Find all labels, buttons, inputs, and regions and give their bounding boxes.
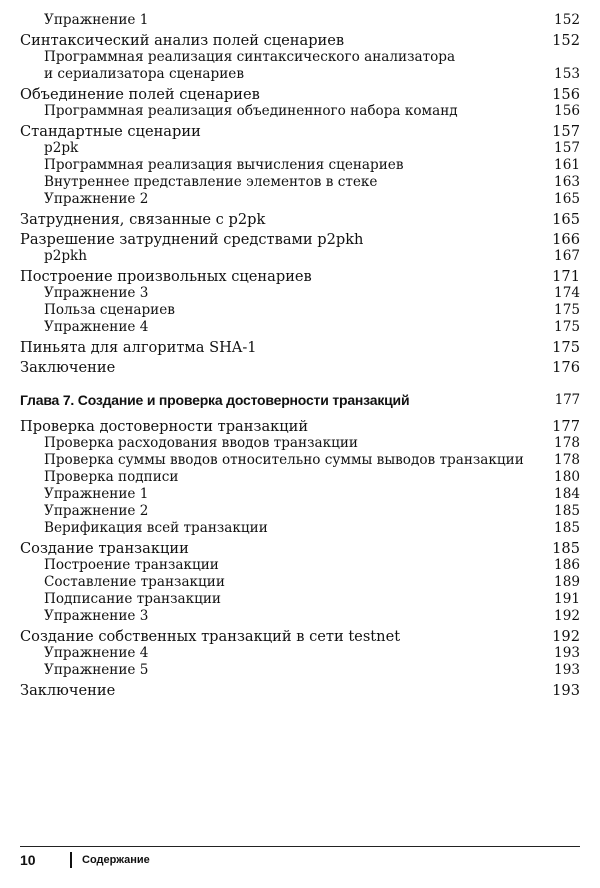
- toc-entry-page: 175: [554, 319, 580, 335]
- toc-entry-page: 165: [554, 191, 580, 207]
- toc-entry-page: 175: [552, 339, 580, 356]
- toc-section-chapter6: [20, 12, 580, 376]
- toc-entry-title: Разрешение затруднений средствами p2pkh: [20, 231, 364, 248]
- toc-entry-page: 180: [554, 469, 580, 485]
- toc-entry: [20, 123, 580, 140]
- toc-entry: [20, 418, 580, 435]
- toc-entry: [20, 662, 580, 679]
- toc-entry-page: 191: [554, 591, 580, 607]
- toc-entry: [20, 503, 580, 520]
- toc-entry-page: 186: [554, 557, 580, 573]
- toc-entry-title: Пиньята для алгоритма SHA-1: [20, 339, 257, 356]
- toc-entry-title: Упражнение 3: [44, 608, 149, 624]
- toc-entry-title: Упражнение 4: [44, 319, 149, 335]
- footer-section-label: Содержание: [82, 854, 150, 866]
- toc-entry-title: Упражнение 1: [44, 486, 149, 502]
- toc-entry-page: 166: [552, 231, 580, 248]
- footer-separator: [70, 852, 72, 868]
- toc-entry-page: 184: [554, 486, 580, 502]
- toc-entry-title: и сериализатора сценариев: [44, 66, 244, 82]
- toc-entry: [20, 628, 580, 645]
- toc-entry-title: Программная реализация синтаксического анализатора: [44, 49, 456, 65]
- toc-entry: [20, 645, 580, 662]
- toc-entry-page: 163: [554, 174, 580, 190]
- toc-entry: [20, 191, 580, 208]
- footer-divider: [20, 846, 580, 847]
- toc-entry-page: 156: [552, 86, 580, 103]
- toc-entry-title: Подписание транзакции: [44, 591, 221, 607]
- toc-entry: [20, 435, 580, 452]
- toc-entry: [20, 574, 580, 591]
- toc-entry: [20, 285, 580, 302]
- toc-entry: [20, 359, 580, 376]
- toc-entry: [20, 540, 580, 557]
- toc-entry-page: 153: [554, 66, 580, 82]
- toc-entry-page: 189: [554, 574, 580, 590]
- chapter-title: Глава 7. Создание и проверка достоверности транзакций: [20, 392, 410, 408]
- toc-entry-page: 165: [552, 211, 580, 228]
- toc-entry: [20, 174, 580, 191]
- toc-entry: [20, 248, 580, 265]
- toc-entry: [20, 591, 580, 608]
- toc-entry-title: Стандартные сценарии: [20, 123, 201, 140]
- toc-entry-page: 185: [552, 540, 580, 557]
- toc-entry-page: 193: [554, 662, 580, 678]
- toc-entry: [20, 86, 580, 103]
- toc-entry: [20, 557, 580, 574]
- toc-entry-title: Заключение: [20, 359, 116, 376]
- toc-entry: [20, 103, 580, 120]
- toc-entry-title: Программная реализация вычисления сценариев: [44, 157, 404, 173]
- toc-entry-title: Верификация всей транзакции: [44, 520, 268, 536]
- chapter-page: 177: [554, 392, 580, 408]
- toc-entry-page: 185: [554, 520, 580, 536]
- toc-entry-page: 157: [552, 123, 580, 140]
- toc-entry: [20, 157, 580, 174]
- toc-entry-page: 174: [554, 285, 580, 301]
- toc-entry-page: 161: [554, 157, 580, 173]
- toc-section-chapter7: [20, 418, 580, 699]
- toc-entry: [20, 486, 580, 503]
- toc-entry: [20, 302, 580, 319]
- page-footer: [20, 852, 150, 868]
- toc-entry-page: 192: [554, 608, 580, 624]
- toc-entry-title: Построение транзакции: [44, 557, 219, 573]
- toc-entry-page: 178: [554, 435, 580, 451]
- toc-entry-page: 185: [554, 503, 580, 519]
- toc-entry-title: Проверка достоверности транзакций: [20, 418, 309, 435]
- toc-entry-title: Упражнение 2: [44, 191, 149, 207]
- table-of-contents: [20, 12, 580, 699]
- toc-entry: [20, 452, 580, 469]
- toc-entry-title: Упражнение 1: [44, 12, 149, 28]
- toc-entry: [20, 469, 580, 486]
- toc-entry-title: Внутреннее представление элементов в стеке: [44, 174, 378, 190]
- footer-page-number: 10: [20, 852, 36, 868]
- toc-entry-title: Проверка суммы вводов относительно суммы выводов транзакции: [44, 452, 524, 468]
- toc-entry-title: Проверка подписи: [44, 469, 179, 485]
- toc-entry-title: Построение произвольных сценариев: [20, 268, 312, 285]
- toc-entry: [20, 140, 580, 157]
- toc-entry-title: Польза сценариев: [44, 302, 175, 318]
- toc-entry-page: 192: [552, 628, 580, 645]
- toc-entry: [20, 12, 580, 29]
- toc-entry-title: Заключение: [20, 682, 116, 699]
- toc-entry-page: 176: [552, 359, 580, 376]
- toc-entry-title: p2pkh: [44, 248, 88, 264]
- toc-entry-page: 175: [554, 302, 580, 318]
- toc-entry-page: 167: [554, 248, 580, 264]
- toc-entry: [20, 66, 580, 83]
- toc-entry-page: 171: [552, 268, 580, 285]
- toc-entry-page: 156: [554, 103, 580, 119]
- toc-entry-title: Синтаксический анализ полей сценариев: [20, 32, 345, 49]
- toc-entry-title: Составление транзакции: [44, 574, 225, 590]
- toc-entry-title: Упражнение 2: [44, 503, 149, 519]
- toc-entry-page: 193: [554, 645, 580, 661]
- toc-entry-page: 193: [552, 682, 580, 699]
- toc-entry: [20, 608, 580, 625]
- toc-entry-title: Создание собственных транзакций в сети testnet: [20, 628, 401, 645]
- toc-entry: [20, 319, 580, 336]
- toc-entry: [20, 32, 580, 49]
- toc-entry-title: Проверка расходования вводов транзакции: [44, 435, 358, 451]
- toc-entry: [20, 231, 580, 248]
- toc-entry-title: Упражнение 3: [44, 285, 149, 301]
- toc-entry-page: 178: [554, 452, 580, 468]
- toc-entry: [20, 339, 580, 356]
- toc-entry-title: Программная реализация объединенного набора команд: [44, 103, 458, 119]
- toc-entry: [20, 520, 580, 537]
- toc-entry-title: p2pk: [44, 140, 79, 156]
- toc-entry-title: Создание транзакции: [20, 540, 189, 557]
- chapter-heading: [20, 392, 580, 409]
- toc-entry: [20, 268, 580, 285]
- toc-entry-page: 177: [552, 418, 580, 435]
- toc-entry-page: 152: [552, 32, 580, 49]
- toc-entry: [20, 682, 580, 699]
- toc-entry-page: 157: [554, 140, 580, 156]
- toc-entry-title: Упражнение 5: [44, 662, 149, 678]
- toc-entry: [20, 211, 580, 228]
- toc-entry-page: 152: [554, 12, 580, 28]
- toc-entry-title: Объединение полей сценариев: [20, 86, 260, 103]
- toc-entry-title: Затруднения, связанные с p2pk: [20, 211, 266, 228]
- toc-entry-title: Упражнение 4: [44, 645, 149, 661]
- toc-entry: [20, 49, 580, 66]
